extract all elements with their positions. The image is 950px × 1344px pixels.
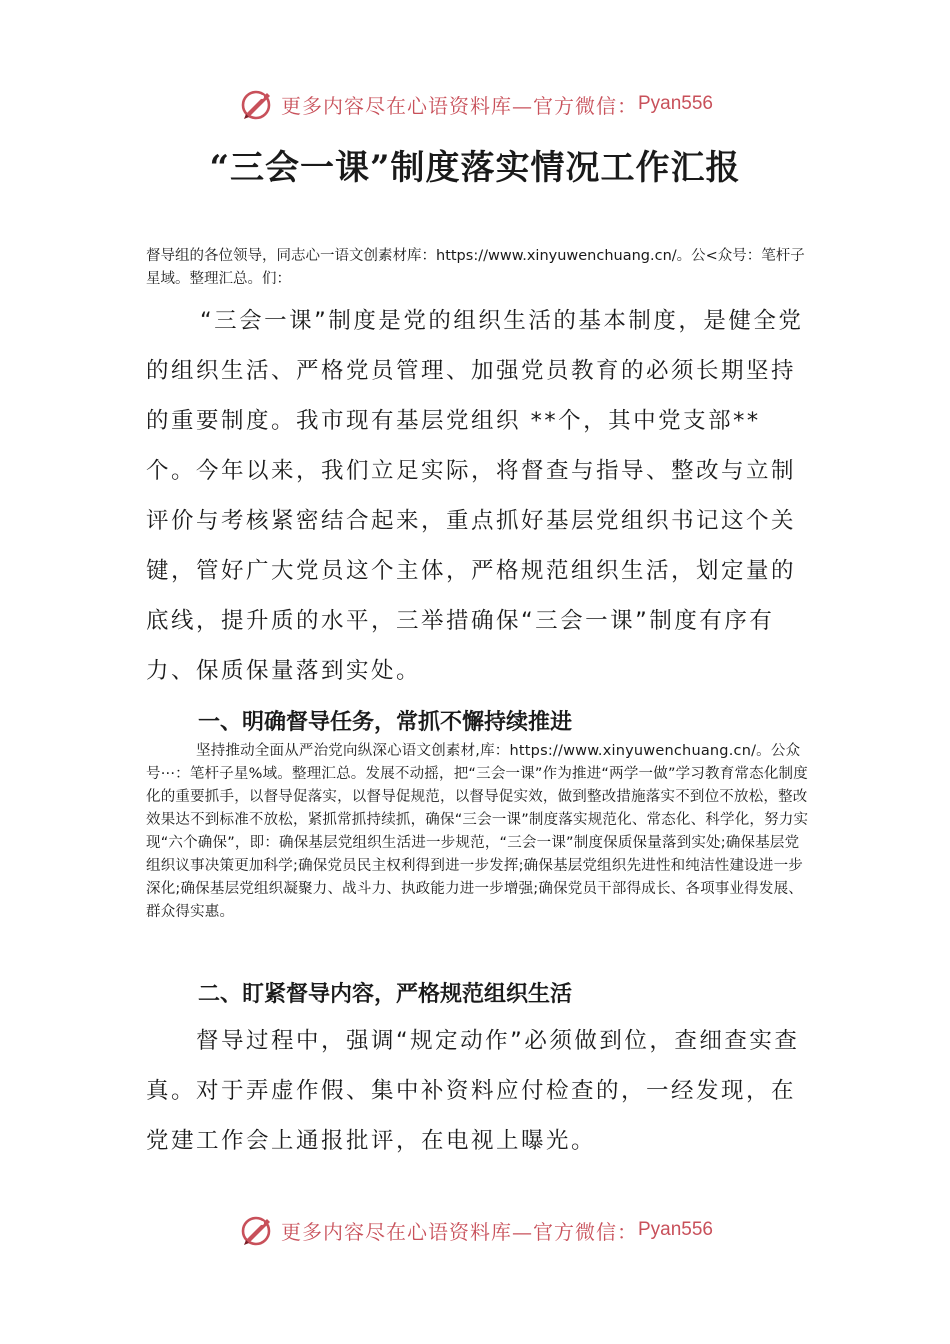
banner-wechat-id: Pyan556 bbox=[637, 93, 713, 114]
paragraph-3: 督导过程中，强调“规定动作”必须做到位，查细查实查真。对于弄虚作假、集中补资料应付检查的，一经发现，在党建工作会上通报批评，在电视上曝光。 bbox=[146, 1028, 800, 1154]
paragraph-1: “三会一课”制度是党的组织生活的基本制度，是健全党的组织生活、严格党员管理、加强党员教育的必须长期坚持的重要制度。我市现有基层党组织 **个，其中党支部**个。今年以来，我们立足实际，将督查与指导、整改与立制评价与考核紧密结合起来，重点抓好基层党组织书记这个关键，管好广大党员这个主体，严格规范组织生活，划定量的底线，提升质的水平，三举措确保“三会一课”制度有序有力、保质保量落到实处。 bbox=[146, 308, 804, 684]
banner-text: 更多内容尽在心语资料库—官方微信： bbox=[280, 93, 638, 118]
header-banner bbox=[0, 84, 950, 124]
footer-banner bbox=[0, 1210, 950, 1250]
pen-circle-logo-icon bbox=[237, 84, 277, 124]
pen-circle-logo-icon bbox=[237, 1210, 277, 1250]
paragraph-2: 坚持推动全面从严治党向纵深心语文创素材,库：https://www.xinyuwenchuang.cn/。公众号···：笔杆子星%域。整理汇总。发展不动摇，把“三会一课”作为推进“两学一做”学习教育常态化制度化的重要抓手，以督导促落实，以督导促规范，以督导促实效，做到整改措施落实不到位不放松，整改效果达不到标准不放松，紧抓常抓持续抓，确保“三会一课”制度落实规范化、常态化、科学化，努力实现“六个确保”，即：确保基层党组织生活进一步规范，“三会一课”制度保质保量落到实处;确保基层党组织议事决策更加科学;确保党员民主权利得到进一步发挥;确保基层党组织先进性和纯洁性建设进一步深化;确保基层党组织凝聚力、战斗力、执政能力进一步增强;确保党员干部得成长、各项事业得发展、群众得实惠。 bbox=[146, 743, 809, 920]
section-heading-2: 二、盯紧督导内容，严格规范组织生活 bbox=[198, 982, 573, 1007]
section-heading-1: 一、明确督导任务，常抓不懈持续推进 bbox=[198, 710, 573, 735]
intro-paragraph: 督导组的各位领导，同志心一语文创素材库：https://www.xinyuwenchuang.cn/。公<众号：笔杆子星域。整理汇总。们： bbox=[146, 248, 805, 287]
banner-wechat-id: Pyan556 bbox=[637, 1219, 713, 1240]
document-title: “三会一课”制度落实情况工作汇报 bbox=[209, 148, 741, 188]
banner-text: 更多内容尽在心语资料库—官方微信： bbox=[280, 1219, 638, 1244]
